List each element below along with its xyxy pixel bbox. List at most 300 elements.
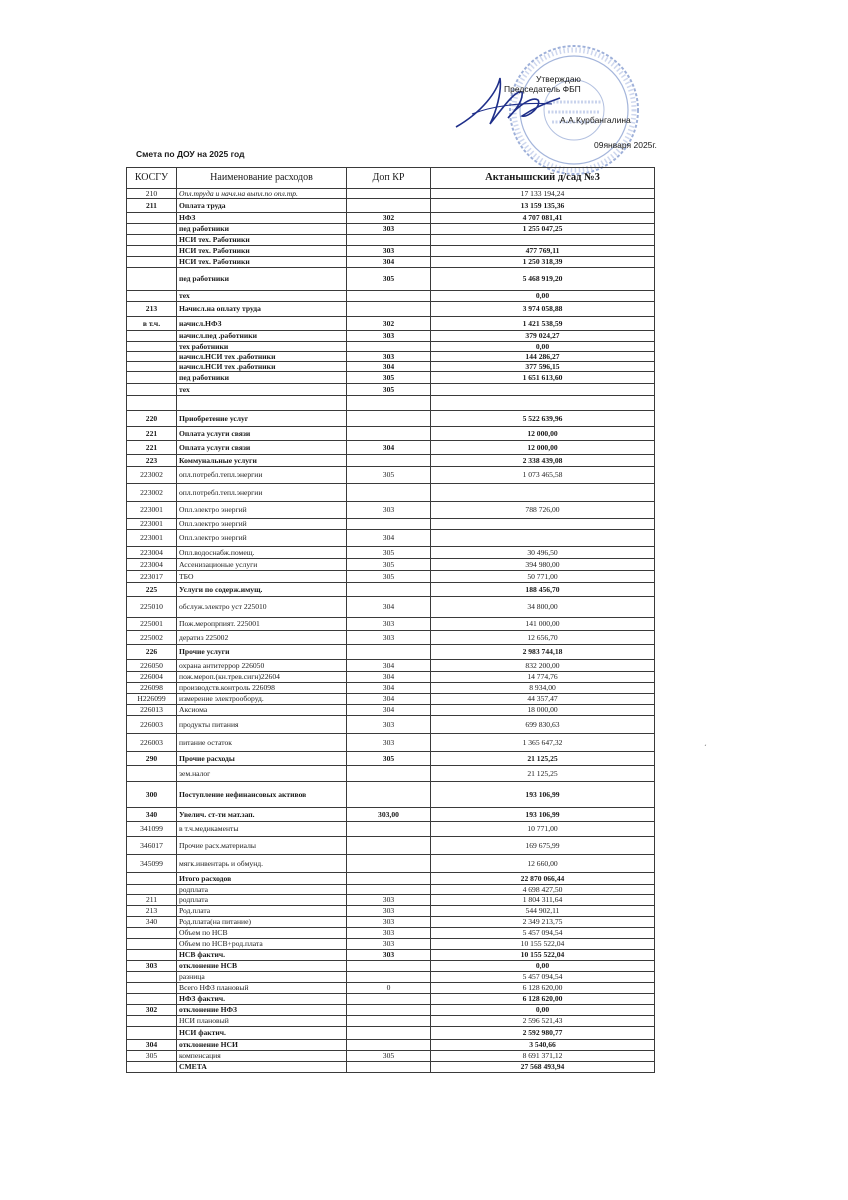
dop-kr-cell: 304 xyxy=(347,672,431,683)
dop-kr-cell xyxy=(347,822,431,837)
table-row xyxy=(127,547,655,559)
amount-cell xyxy=(431,519,655,530)
table-row xyxy=(127,994,655,1005)
dop-kr-cell xyxy=(347,235,431,246)
expense-name-cell: пед работники xyxy=(177,268,347,291)
amount-cell: 5 457 094,54 xyxy=(431,972,655,983)
header-dop-kr: Доп КР xyxy=(347,168,431,189)
table-row xyxy=(127,950,655,961)
kosgu-cell: 226098 xyxy=(127,683,177,694)
amount-cell: 5 468 919,20 xyxy=(431,268,655,291)
expense-name-cell: Оплата труда xyxy=(177,199,347,213)
table-row xyxy=(127,317,655,331)
dop-kr-cell xyxy=(347,199,431,213)
kosgu-cell: 225 xyxy=(127,583,177,597)
kosgu-cell: 211 xyxy=(127,895,177,906)
kosgu-cell xyxy=(127,372,177,384)
expense-name-cell: обслуж.электро уст 225010 xyxy=(177,597,347,618)
kosgu-cell xyxy=(127,939,177,950)
amount-cell: 379 024,27 xyxy=(431,331,655,342)
kosgu-cell: 302 xyxy=(127,1005,177,1016)
amount-cell: 0,00 xyxy=(431,342,655,352)
kosgu-cell xyxy=(127,994,177,1005)
amount-cell: 1 250 318,39 xyxy=(431,257,655,268)
kosgu-cell xyxy=(127,362,177,372)
table-row xyxy=(127,716,655,734)
kosgu-cell: 341099 xyxy=(127,822,177,837)
expense-name-cell: НСИ тех. Работники xyxy=(177,246,347,257)
amount-cell xyxy=(431,396,655,411)
kosgu-cell xyxy=(127,885,177,895)
approval-signatory: А.А.Курбангалина xyxy=(560,115,631,125)
table-row xyxy=(127,331,655,342)
expense-name-cell: родплата xyxy=(177,895,347,906)
dop-kr-cell xyxy=(347,1016,431,1027)
table-row xyxy=(127,384,655,396)
amount-cell: 0,00 xyxy=(431,961,655,972)
dop-kr-cell: 303 xyxy=(347,331,431,342)
kosgu-cell: 226003 xyxy=(127,716,177,734)
expense-name-cell: пож.мероп.(кн.трев.сигн)22604 xyxy=(177,672,347,683)
kosgu-cell: 223001 xyxy=(127,530,177,547)
kosgu-cell: 346017 xyxy=(127,837,177,855)
kosgu-cell xyxy=(127,268,177,291)
amount-cell: 30 496,50 xyxy=(431,547,655,559)
table-row xyxy=(127,352,655,362)
table-row xyxy=(127,808,655,822)
table-row xyxy=(127,441,655,455)
dop-kr-cell: 303 xyxy=(347,939,431,950)
kosgu-cell: 345099 xyxy=(127,855,177,873)
dop-kr-cell: 304 xyxy=(347,660,431,672)
expense-name-cell: Опл.водоснабж.помещ. xyxy=(177,547,347,559)
kosgu-cell: 223001 xyxy=(127,502,177,519)
expense-name-cell: Объем по НСВ+род.плата xyxy=(177,939,347,950)
table-row xyxy=(127,372,655,384)
expense-name-cell: Объем по НСВ xyxy=(177,928,347,939)
amount-cell: 17 133 194,24 xyxy=(431,189,655,199)
table-row xyxy=(127,597,655,618)
expense-name-cell: Прочие услуги xyxy=(177,645,347,660)
dop-kr-cell xyxy=(347,342,431,352)
expense-name-cell: Род.плата xyxy=(177,906,347,917)
dop-kr-cell: 304 xyxy=(347,530,431,547)
dop-kr-cell: 304 xyxy=(347,597,431,618)
dop-kr-cell: 304 xyxy=(347,694,431,705)
dop-kr-cell xyxy=(347,994,431,1005)
dop-kr-cell: 303 xyxy=(347,895,431,906)
dop-kr-cell: 304 xyxy=(347,441,431,455)
expense-name-cell: родплата xyxy=(177,885,347,895)
kosgu-cell: Н226099 xyxy=(127,694,177,705)
kosgu-cell: 225002 xyxy=(127,631,177,645)
kosgu-cell: 223002 xyxy=(127,467,177,484)
expense-name-cell: НСИ тех. Работники xyxy=(177,257,347,268)
amount-cell: 0,00 xyxy=(431,1005,655,1016)
dop-kr-cell xyxy=(347,583,431,597)
table-row xyxy=(127,1051,655,1062)
expense-name-cell: пед работники xyxy=(177,224,347,235)
dop-kr-cell: 303 xyxy=(347,906,431,917)
table-row xyxy=(127,906,655,917)
expense-name-cell: Аксиома xyxy=(177,705,347,716)
amount-cell: 0,00 xyxy=(431,291,655,302)
expense-name-cell: отклонение НФЗ xyxy=(177,1005,347,1016)
amount-cell: 832 200,00 xyxy=(431,660,655,672)
kosgu-cell xyxy=(127,1016,177,1027)
amount-cell: 27 568 493,94 xyxy=(431,1062,655,1073)
table-row xyxy=(127,961,655,972)
expense-name-cell: компенсация xyxy=(177,1051,347,1062)
table-row xyxy=(127,983,655,994)
table-row xyxy=(127,189,655,199)
table-row xyxy=(127,855,655,873)
kosgu-cell: 226050 xyxy=(127,660,177,672)
dop-kr-cell xyxy=(347,766,431,782)
table-row xyxy=(127,972,655,983)
amount-cell: 2 349 213,75 xyxy=(431,917,655,928)
kosgu-cell: 213 xyxy=(127,302,177,317)
table-row xyxy=(127,583,655,597)
kosgu-cell: 223004 xyxy=(127,547,177,559)
amount-cell: 2 596 521,43 xyxy=(431,1016,655,1027)
amount-cell: 1 073 465,58 xyxy=(431,467,655,484)
table-row xyxy=(127,885,655,895)
kosgu-cell xyxy=(127,972,177,983)
table-row xyxy=(127,268,655,291)
expense-name-cell: Опл.электро энергий xyxy=(177,530,347,547)
dop-kr-cell xyxy=(347,873,431,885)
table-row xyxy=(127,672,655,683)
amount-cell: 5 522 639,96 xyxy=(431,411,655,427)
table-row xyxy=(127,766,655,782)
table-row xyxy=(127,246,655,257)
kosgu-cell xyxy=(127,246,177,257)
amount-cell xyxy=(431,484,655,502)
expense-name-cell: опл.потребл.тепл.энергии xyxy=(177,467,347,484)
table-row xyxy=(127,362,655,372)
dop-kr-cell: 303 xyxy=(347,734,431,752)
kosgu-cell xyxy=(127,235,177,246)
expense-name-cell: Всего НФЗ плановый xyxy=(177,983,347,994)
amount-cell xyxy=(431,384,655,396)
kosgu-cell: 226004 xyxy=(127,672,177,683)
dop-kr-cell: 303 xyxy=(347,618,431,631)
amount-cell: 10 155 522,04 xyxy=(431,939,655,950)
dop-kr-cell xyxy=(347,782,431,808)
kosgu-cell: 226003 xyxy=(127,734,177,752)
table-row xyxy=(127,571,655,583)
dop-kr-cell: 303 xyxy=(347,716,431,734)
table-row xyxy=(127,660,655,672)
expense-name-cell: НСИ тех. Работники xyxy=(177,235,347,246)
dop-kr-cell: 303 xyxy=(347,928,431,939)
amount-cell: 8 691 371,12 xyxy=(431,1051,655,1062)
dop-kr-cell xyxy=(347,427,431,441)
expense-name-cell: разница xyxy=(177,972,347,983)
kosgu-cell xyxy=(127,983,177,994)
dop-kr-cell xyxy=(347,1062,431,1073)
table-row xyxy=(127,302,655,317)
amount-cell: 3 540,66 xyxy=(431,1040,655,1051)
dop-kr-cell xyxy=(347,1005,431,1016)
expense-name-cell: ТБО xyxy=(177,571,347,583)
dop-kr-cell: 305 xyxy=(347,547,431,559)
dop-kr-cell xyxy=(347,411,431,427)
kosgu-cell: 223004 xyxy=(127,559,177,571)
dop-kr-cell: 303 xyxy=(347,950,431,961)
kosgu-cell: 223 xyxy=(127,455,177,467)
dop-kr-cell: 302 xyxy=(347,317,431,331)
dop-kr-cell: 0 xyxy=(347,983,431,994)
dop-kr-cell: 303 xyxy=(347,352,431,362)
table-row xyxy=(127,1027,655,1040)
kosgu-cell: 223002 xyxy=(127,484,177,502)
amount-cell: 14 774,76 xyxy=(431,672,655,683)
dop-kr-cell: 305 xyxy=(347,384,431,396)
dop-kr-cell: 304 xyxy=(347,257,431,268)
table-row xyxy=(127,467,655,484)
kosgu-cell: 225001 xyxy=(127,618,177,631)
amount-cell: 50 771,00 xyxy=(431,571,655,583)
table-row xyxy=(127,257,655,268)
amount-cell: 699 830,63 xyxy=(431,716,655,734)
expense-name-cell: Поступление нефинансовых активов xyxy=(177,782,347,808)
dop-kr-cell: 303 xyxy=(347,631,431,645)
dop-kr-cell: 305 xyxy=(347,559,431,571)
header-expense-name: Наименование расходов xyxy=(177,168,347,189)
kosgu-cell xyxy=(127,331,177,342)
amount-cell: 6 128 620,00 xyxy=(431,983,655,994)
kosgu-cell: в т.ч. xyxy=(127,317,177,331)
amount-cell: 544 902,11 xyxy=(431,906,655,917)
expense-name-cell xyxy=(177,396,347,411)
dop-kr-cell xyxy=(347,302,431,317)
table-row xyxy=(127,782,655,808)
amount-cell: 188 456,70 xyxy=(431,583,655,597)
expense-name-cell: Прочие расходы xyxy=(177,752,347,766)
expense-name-cell: продукты питания xyxy=(177,716,347,734)
amount-cell: 12 656,70 xyxy=(431,631,655,645)
dop-kr-cell xyxy=(347,961,431,972)
amount-cell: 18 000,00 xyxy=(431,705,655,716)
document-title: Смета по ДОУ на 2025 год xyxy=(136,149,245,159)
expense-name-cell: Опл.труда и начл.на выпл.по опл.тр. xyxy=(177,189,347,199)
amount-cell: 2 983 744,18 xyxy=(431,645,655,660)
header-kosgu: КОСГУ xyxy=(127,168,177,189)
dop-kr-cell: 303,00 xyxy=(347,808,431,822)
expense-name-cell: НСВ фактич. xyxy=(177,950,347,961)
amount-cell: 144 286,27 xyxy=(431,352,655,362)
kosgu-cell xyxy=(127,950,177,961)
dop-kr-cell xyxy=(347,484,431,502)
amount-cell: 10 771,00 xyxy=(431,822,655,837)
table-row xyxy=(127,396,655,411)
dop-kr-cell: 302 xyxy=(347,213,431,224)
budget-table xyxy=(126,167,655,1073)
expense-name-cell: НФЗ xyxy=(177,213,347,224)
dop-kr-cell xyxy=(347,837,431,855)
expense-name-cell: Коммунальные услуги xyxy=(177,455,347,467)
expense-name-cell: Прочие расх.материалы xyxy=(177,837,347,855)
scan-mark: ˊ xyxy=(704,744,707,753)
expense-name-cell: НФЗ фактич. xyxy=(177,994,347,1005)
expense-name-cell: СМЕТА xyxy=(177,1062,347,1073)
kosgu-cell: 300 xyxy=(127,782,177,808)
expense-name-cell: производств.контроль 226098 xyxy=(177,683,347,694)
expense-name-cell: начисл.НСИ тех .работники xyxy=(177,352,347,362)
dop-kr-cell: 305 xyxy=(347,372,431,384)
kosgu-cell: 303 xyxy=(127,961,177,972)
expense-name-cell: тех работники xyxy=(177,342,347,352)
amount-cell: 1 804 311,64 xyxy=(431,895,655,906)
table-row xyxy=(127,822,655,837)
dop-kr-cell: 305 xyxy=(347,571,431,583)
table-row xyxy=(127,1040,655,1051)
expense-name-cell: питание остаток xyxy=(177,734,347,752)
kosgu-cell xyxy=(127,1062,177,1073)
table-row xyxy=(127,705,655,716)
dop-kr-cell xyxy=(347,645,431,660)
expense-name-cell: дератиз 225002 xyxy=(177,631,347,645)
expense-name-cell: НСИ плановый xyxy=(177,1016,347,1027)
amount-cell: 141 000,00 xyxy=(431,618,655,631)
table-row xyxy=(127,734,655,752)
table-row xyxy=(127,1062,655,1073)
kosgu-cell xyxy=(127,396,177,411)
dop-kr-cell: 304 xyxy=(347,683,431,694)
table-row xyxy=(127,917,655,928)
approval-line-2: Председатель ФБП xyxy=(504,84,581,94)
amount-cell: 377 596,15 xyxy=(431,362,655,372)
kosgu-cell: 304 xyxy=(127,1040,177,1051)
table-row xyxy=(127,559,655,571)
expense-name-cell: отклонение НСИ xyxy=(177,1040,347,1051)
kosgu-cell: 290 xyxy=(127,752,177,766)
kosgu-cell xyxy=(127,928,177,939)
expense-name-cell: Род.плата(на питание) xyxy=(177,917,347,928)
expense-name-cell: Пож.меропрпият. 225001 xyxy=(177,618,347,631)
amount-cell: 34 800,00 xyxy=(431,597,655,618)
dop-kr-cell xyxy=(347,1040,431,1051)
kosgu-cell: 340 xyxy=(127,808,177,822)
amount-cell: 2 338 439,08 xyxy=(431,455,655,467)
amount-cell: 4 707 081,41 xyxy=(431,213,655,224)
expense-name-cell: Услуги по содерж.имущ. xyxy=(177,583,347,597)
kosgu-cell: 220 xyxy=(127,411,177,427)
table-row xyxy=(127,928,655,939)
table-body xyxy=(127,189,655,1073)
expense-name-cell: измерение электрооборуд. xyxy=(177,694,347,705)
approval-date: 09января 2025г. xyxy=(594,140,657,150)
dop-kr-cell: 304 xyxy=(347,705,431,716)
kosgu-cell xyxy=(127,291,177,302)
table-row xyxy=(127,645,655,660)
expense-name-cell: в т.ч.медикаменты xyxy=(177,822,347,837)
expense-name-cell: Приобретение услуг xyxy=(177,411,347,427)
table-row xyxy=(127,837,655,855)
dop-kr-cell: 305 xyxy=(347,467,431,484)
kosgu-cell xyxy=(127,342,177,352)
expense-name-cell: начисл.пед .работники xyxy=(177,331,347,342)
dop-kr-cell xyxy=(347,396,431,411)
amount-cell: 6 128 620,00 xyxy=(431,994,655,1005)
amount-cell: 22 870 066,44 xyxy=(431,873,655,885)
dop-kr-cell: 303 xyxy=(347,246,431,257)
dop-kr-cell xyxy=(347,885,431,895)
table-row xyxy=(127,199,655,213)
table-row xyxy=(127,752,655,766)
table-row xyxy=(127,224,655,235)
kosgu-cell xyxy=(127,224,177,235)
expense-name-cell: Оплата услуги связи xyxy=(177,427,347,441)
table-row xyxy=(127,895,655,906)
dop-kr-cell: 303 xyxy=(347,224,431,235)
dop-kr-cell xyxy=(347,1027,431,1040)
amount-cell: 1 255 047,25 xyxy=(431,224,655,235)
amount-cell xyxy=(431,235,655,246)
amount-cell: 44 357,47 xyxy=(431,694,655,705)
amount-cell: 12 000,00 xyxy=(431,441,655,455)
kosgu-cell: 213 xyxy=(127,906,177,917)
expense-name-cell: охрана антитеррор 226050 xyxy=(177,660,347,672)
amount-cell: 169 675,99 xyxy=(431,837,655,855)
expense-name-cell: пед работники xyxy=(177,372,347,384)
expense-name-cell: Опл.электро энергий xyxy=(177,502,347,519)
expense-name-cell: зем.налог xyxy=(177,766,347,782)
dop-kr-cell: 303 xyxy=(347,502,431,519)
table-row xyxy=(127,213,655,224)
amount-cell: 1 651 613,60 xyxy=(431,372,655,384)
amount-cell: 394 980,00 xyxy=(431,559,655,571)
kosgu-cell xyxy=(127,384,177,396)
kosgu-cell xyxy=(127,257,177,268)
table-row xyxy=(127,694,655,705)
table-row xyxy=(127,530,655,547)
table-header-row xyxy=(127,168,655,189)
table-row xyxy=(127,631,655,645)
dop-kr-cell: 305 xyxy=(347,268,431,291)
table-row xyxy=(127,618,655,631)
expense-name-cell: начисл.НСИ тех .работники xyxy=(177,362,347,372)
expense-name-cell: мягк.инвентарь и обмунд. xyxy=(177,855,347,873)
amount-cell: 12 000,00 xyxy=(431,427,655,441)
table-row xyxy=(127,455,655,467)
table-row xyxy=(127,411,655,427)
dop-kr-cell xyxy=(347,189,431,199)
kosgu-cell xyxy=(127,873,177,885)
table-row xyxy=(127,484,655,502)
kosgu-cell: 226 xyxy=(127,645,177,660)
amount-cell: 788 726,00 xyxy=(431,502,655,519)
kosgu-cell: 223017 xyxy=(127,571,177,583)
amount-cell: 477 769,11 xyxy=(431,246,655,257)
kosgu-cell: 211 xyxy=(127,199,177,213)
amount-cell: 5 457 094,54 xyxy=(431,928,655,939)
dop-kr-cell: 303 xyxy=(347,917,431,928)
amount-cell: 1 365 647,32 xyxy=(431,734,655,752)
kosgu-cell xyxy=(127,213,177,224)
table-row xyxy=(127,1016,655,1027)
amount-cell: 21 125,25 xyxy=(431,752,655,766)
kosgu-cell: 223001 xyxy=(127,519,177,530)
amount-cell: 193 106,99 xyxy=(431,808,655,822)
table-row xyxy=(127,342,655,352)
amount-cell: 10 155 522,04 xyxy=(431,950,655,961)
approval-line-1: Утверждаю xyxy=(536,74,581,84)
expense-name-cell: НСИ фактич. xyxy=(177,1027,347,1040)
dop-kr-cell: 304 xyxy=(347,362,431,372)
